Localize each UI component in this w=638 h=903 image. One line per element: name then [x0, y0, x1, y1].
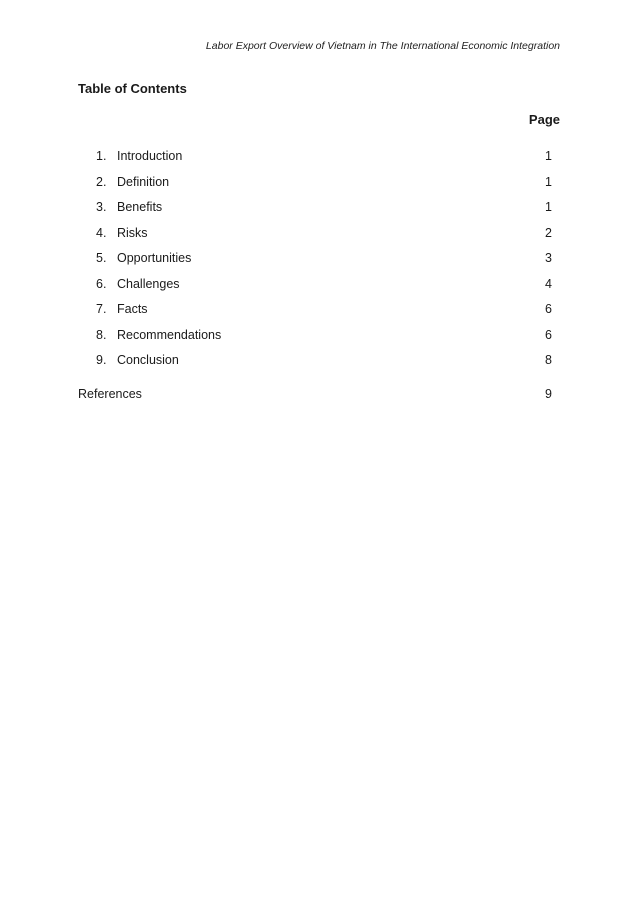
toc-item-number: 1.	[96, 149, 107, 163]
toc-item-label: Risks	[117, 225, 148, 240]
toc-item[interactable]	[0, 325, 638, 351]
toc-item[interactable]	[0, 248, 638, 274]
toc-item-page: 8	[545, 353, 552, 367]
toc-item-label: Definition	[117, 174, 170, 189]
toc-title: Table of Contents	[78, 81, 187, 96]
toc-list	[0, 146, 638, 376]
page-column-label: Page	[528, 112, 560, 127]
toc-item-page: 1	[545, 174, 552, 189]
references-label: References	[78, 387, 142, 401]
toc-item-number: 4.	[96, 225, 107, 240]
toc-item-page: 2	[545, 225, 552, 240]
toc-item-page: 6	[545, 327, 552, 342]
toc-item[interactable]	[0, 350, 638, 376]
toc-item[interactable]	[0, 299, 638, 325]
toc-item-label: Challenges	[117, 276, 180, 291]
toc-item-page: 1	[545, 200, 552, 214]
running-header: Labor Export Overview of Vietnam in The International Economic Integration	[205, 40, 560, 52]
toc-item-label: Benefits	[117, 200, 163, 214]
toc-item-number: 6.	[96, 276, 107, 291]
toc-item-label: Recommendations	[117, 327, 222, 342]
toc-item[interactable]	[0, 223, 638, 249]
toc-item-page: 1	[545, 149, 552, 163]
toc-item-number: 3.	[96, 200, 107, 214]
toc-item[interactable]	[0, 146, 638, 172]
toc-item-page: 6	[545, 302, 552, 316]
toc-item-number: 8.	[96, 327, 107, 342]
toc-item[interactable]	[0, 274, 638, 300]
toc-item[interactable]	[0, 172, 638, 198]
toc-item-number: 7.	[96, 302, 107, 316]
toc-item-label: Introduction	[117, 149, 183, 163]
references-page: 9	[545, 387, 552, 401]
toc-references-row[interactable]	[0, 387, 638, 409]
toc-item-number: 2.	[96, 174, 107, 189]
toc-item-label: Conclusion	[117, 353, 179, 367]
toc-item[interactable]	[0, 197, 638, 223]
toc-item-label: Facts	[117, 302, 148, 316]
toc-item-label: Opportunities	[117, 251, 192, 265]
toc-item-number: 5.	[96, 251, 107, 265]
toc-item-page: 3	[545, 251, 552, 265]
toc-item-page: 4	[545, 276, 552, 291]
toc-item-number: 9.	[96, 353, 107, 367]
